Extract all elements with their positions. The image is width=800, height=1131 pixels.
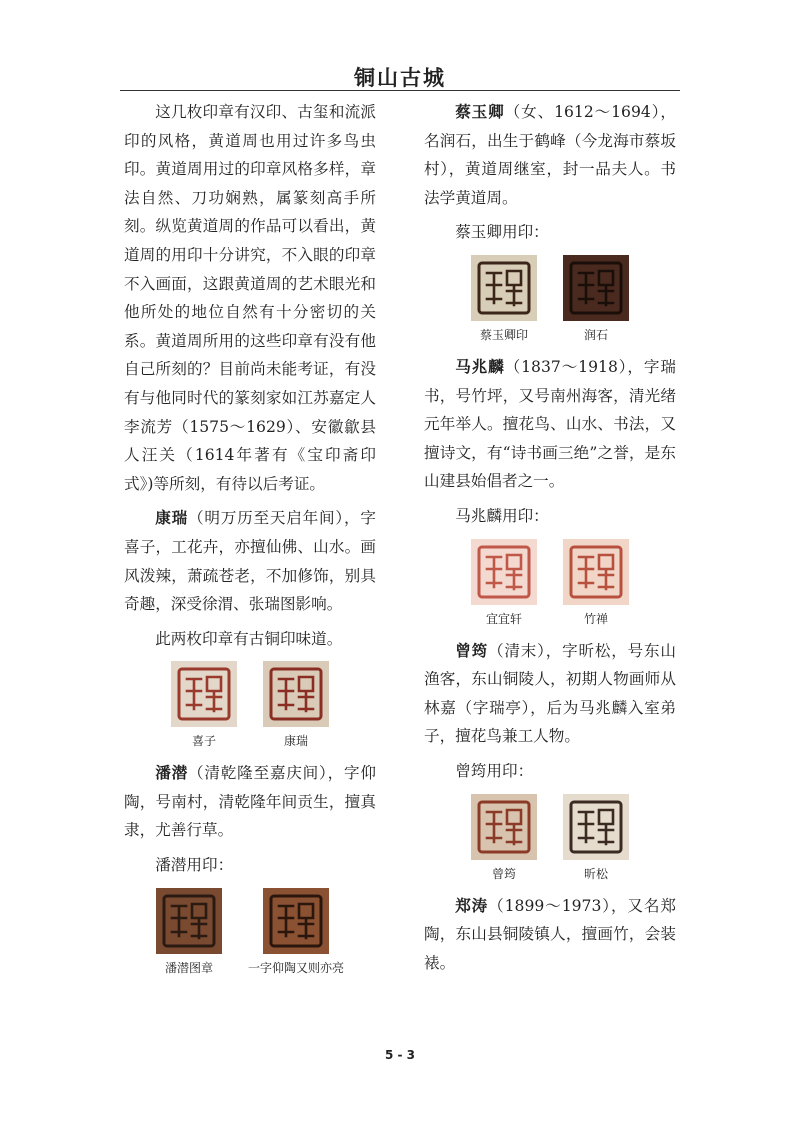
seal-item [156,888,222,976]
seal-item [563,794,629,882]
seal-caption: 昕松 [583,866,608,881]
cai-yuqing-seals [424,255,676,343]
kang-rui-paragraph [124,504,376,618]
seal-caption: 宜宜轩 [485,611,522,626]
seal-caption: 曾筠 [491,866,516,881]
cai-yuqing-paragraph [424,98,676,212]
ma-zhaolin-name: 马兆麟 [455,356,505,376]
cai-yuqing-name: 蔡玉卿 [455,102,505,121]
pan-qian-seals [124,888,376,976]
seal-image [263,661,329,727]
kang-rui-seals [124,661,376,749]
seal-item [471,255,537,343]
ma-zhaolin-text: （1837～1918），字瑞书，号竹坪，又号南州海客，清光绪元年举人。擅花鸟、山水、书法，又擅诗文，有“诗书画三绝”之誉，是东山建县始倡者之一。 [424,357,676,491]
seal-image [263,888,329,954]
zeng-yun-paragraph [424,637,676,751]
page-title: 铜山古城 [354,65,446,90]
seal-caption: 康瑞 [283,734,308,749]
seal-image [471,539,537,605]
zeng-yun-name: 曾筠 [455,640,488,660]
seal-item [171,661,237,749]
seal-item [263,661,329,749]
seal-image [563,794,629,860]
seal-image [171,661,237,727]
cai-yuqing-text: （女、1612～1694），名润石，出生于鹤峰（今龙海市蔡坂村），黄道周继室，封一品夫人。书法学黄道周。 [424,103,676,207]
seal-image [563,539,629,605]
right-column [424,98,676,983]
seal-caption: 一字仰陶又则亦亮 [247,960,344,975]
zheng-tao-paragraph [424,892,676,978]
zheng-tao-name: 郑涛 [455,895,489,915]
seal-caption: 润石 [583,327,608,342]
pan-qian-paragraph [124,759,376,845]
pan-qian-name: 潘潜 [155,763,188,783]
zeng-yun-text: （清末），字昕松，号东山渔客，东山铜陵人，初期人物画师从林嘉（字瑞亭），后为马兆麟入室弟子，擅花鸟兼工人物。 [424,641,676,746]
zheng-tao-text: （1899～1973），又名郑陶，东山县铜陵镇人，擅画竹，会装裱。 [424,896,676,972]
pan-qian-note: 潘潜用印： [155,856,234,875]
pan-qian-text: （清乾隆至嘉庆间），字仰陶，号南村，清乾隆年间贡生，擅真隶，尤善行草。 [124,764,376,840]
seal-image [156,888,222,954]
seal-item [471,539,537,627]
left-column [124,98,376,986]
seal-item [471,794,537,882]
seal-image [471,255,537,321]
kang-rui-name: 康瑞 [155,508,188,528]
header-divider [120,90,680,91]
ma-zhaolin-seals [424,539,676,627]
intro-paragraph: 这几枚印章有汉印、古玺和流派印的风格，黄道周也用过许多鸟虫印。黄道周用过的印章风格多样，章法自然、刀功娴熟，属篆刻高手所刻。纵览黄道周的作品可以看出，黄道周的用印十分讲究，不入眼的印章不入画面，这跟黄道周的艺术眼光和他所处的地位自然有十分密切的关系。黄道周所用的这些印章有没有他自己所刻的？目前尚未能考证，有没有与他同时代的篆刻家如江苏嘉定人李流芳（1575～1629）、安徽歙县人汪关（1614年著有《宝印斋印式》)等所刻，有待以后考证。 [124,103,376,493]
seal-caption: 喜子 [191,734,216,749]
ma-zhaolin-paragraph [424,353,676,496]
seal-image [563,255,629,321]
ma-zhaolin-note: 马兆麟用印： [455,506,549,525]
seal-item [563,539,629,627]
seal-item [248,888,344,976]
cai-yuqing-note: 蔡玉卿用印： [455,223,549,242]
page-number: 5 - 3 [384,1048,416,1062]
zeng-yun-seals [424,794,676,882]
seal-caption: 潘潜图章 [164,960,213,975]
zeng-yun-note: 曾筠用印： [455,761,534,780]
kang-rui-text: （明万历至天启年间），字喜子，工花卉，亦擅仙佛、山水。画风泼辣，萧疏苍老，不加修饰，别具奇趣，深受徐渭、张瑞图影响。 [124,509,376,614]
seal-item [563,255,629,343]
seal-image [471,794,537,860]
kang-rui-note: 此两枚印章有古铜印味道。 [155,629,343,648]
seal-caption: 竹禅 [583,611,608,626]
seal-caption: 蔡玉卿印 [479,327,528,342]
